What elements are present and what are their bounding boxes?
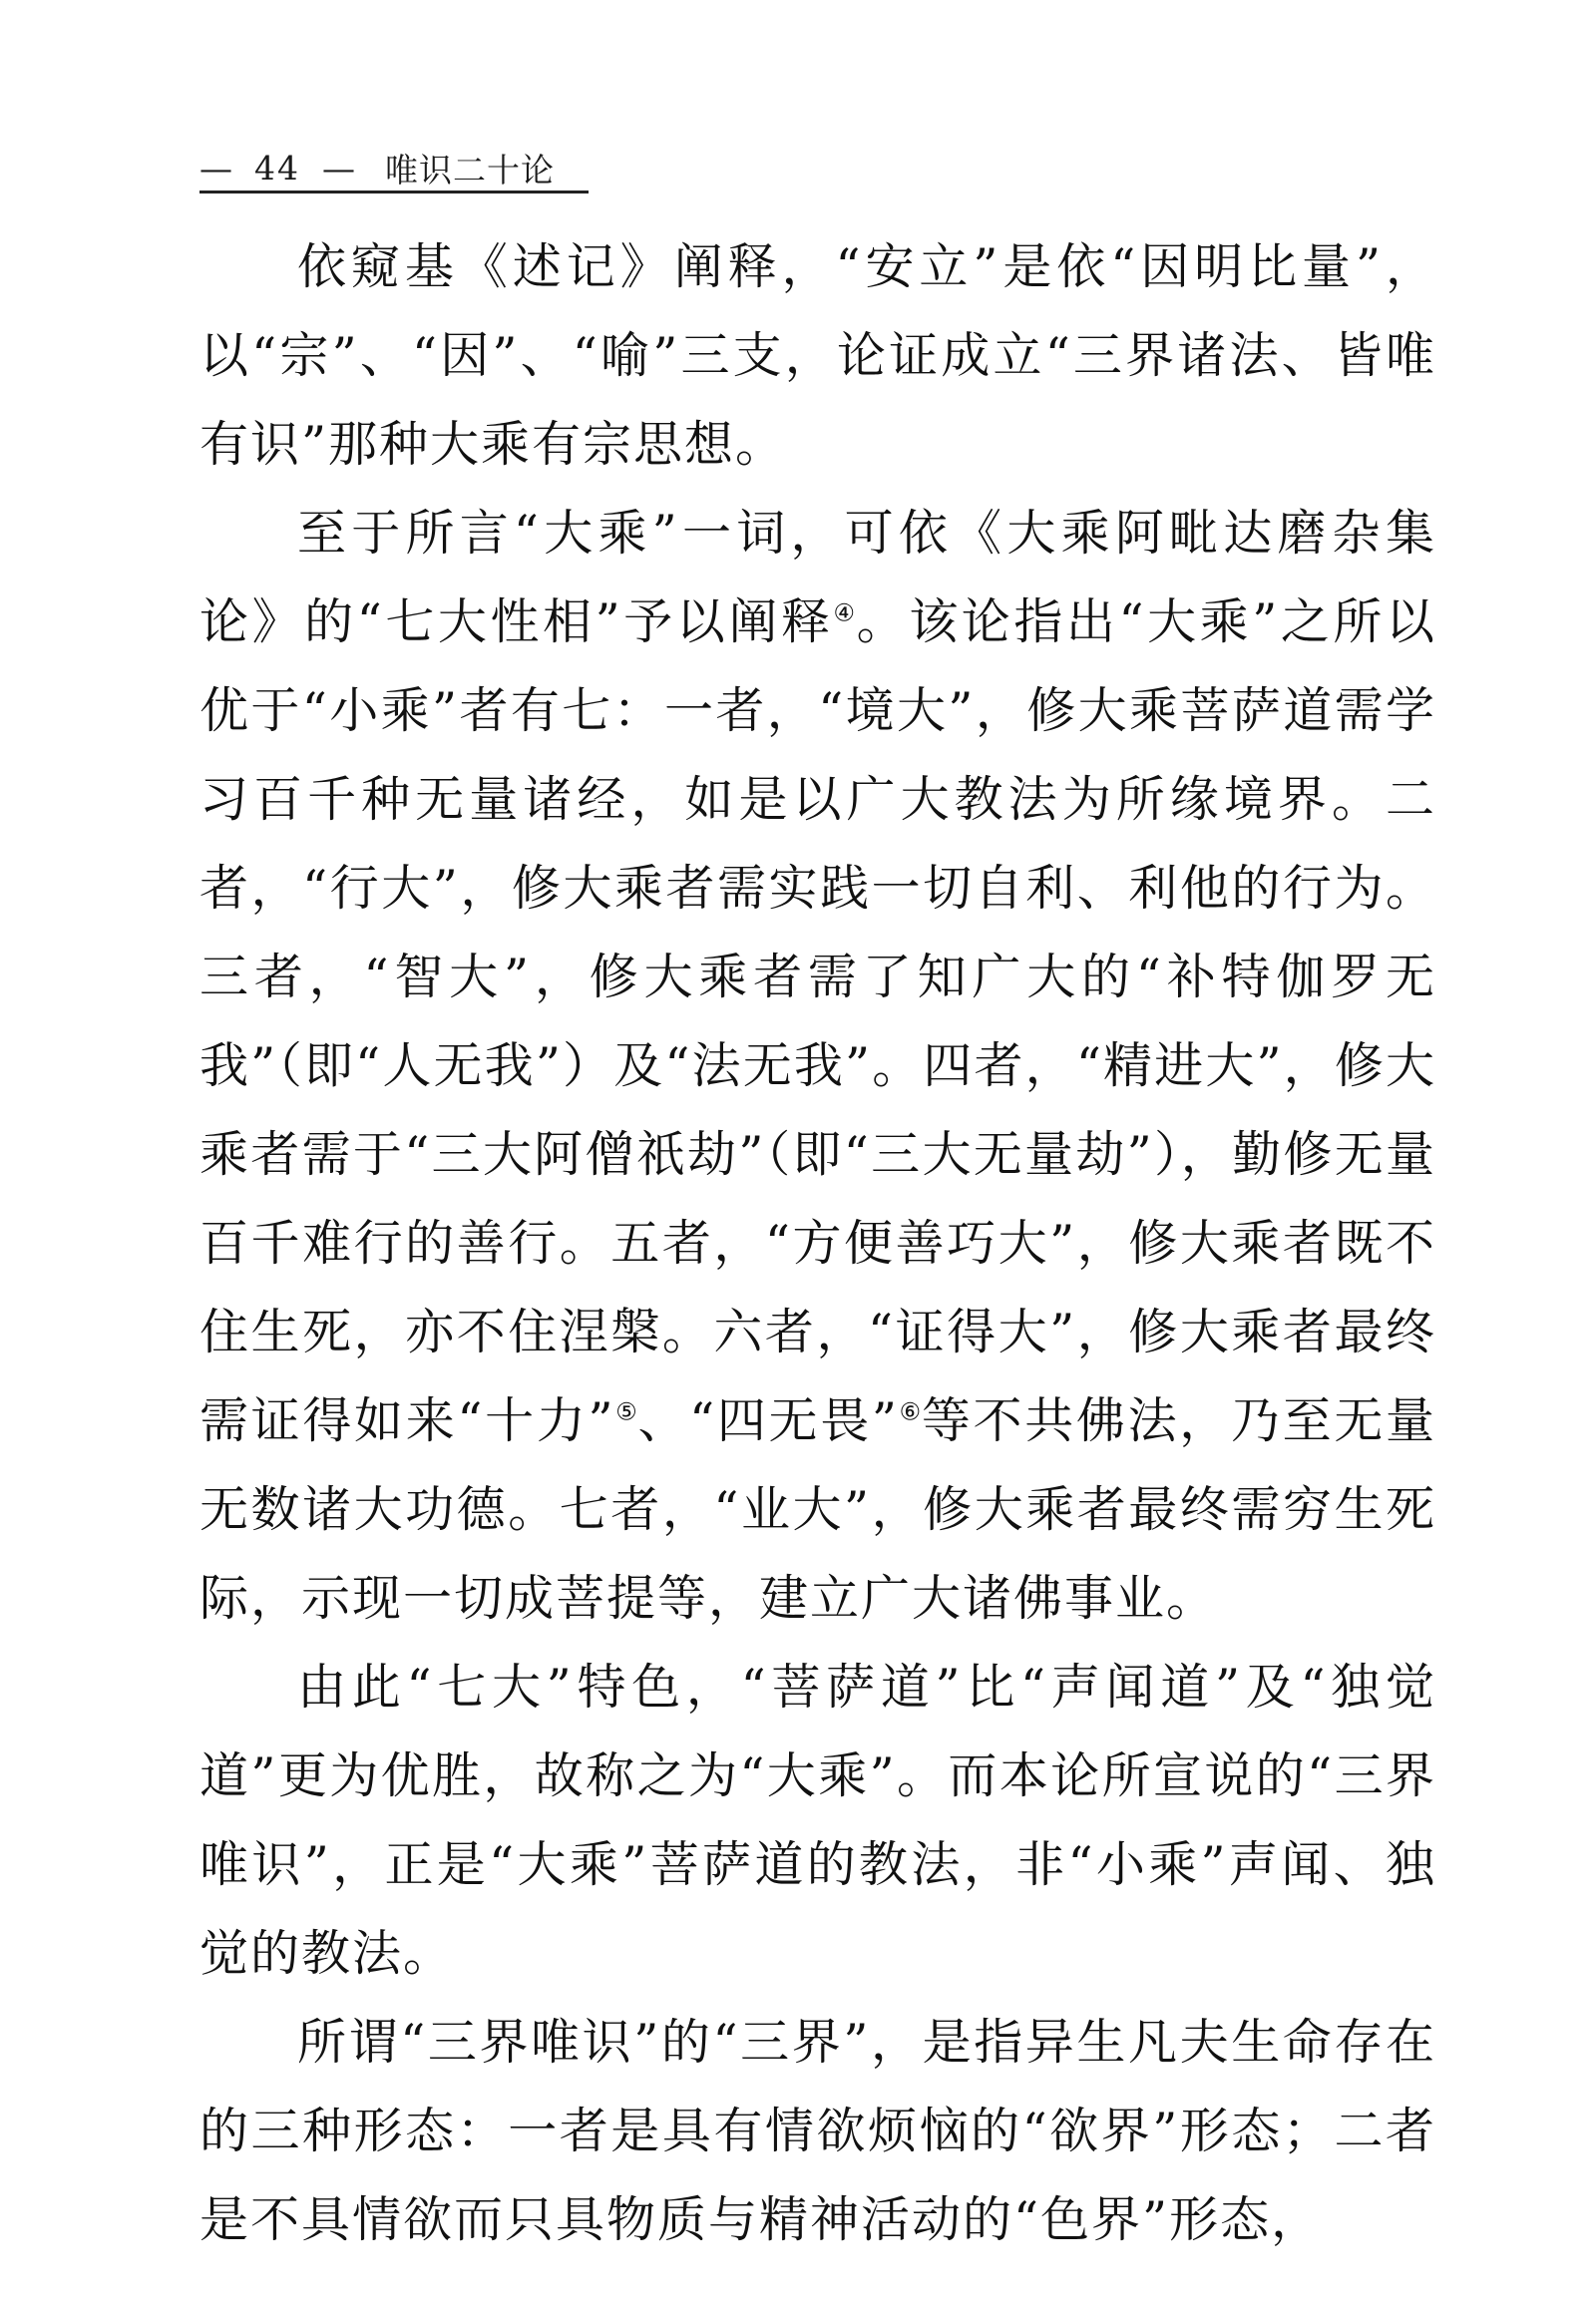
book-title: 唯识二十论 (385, 150, 555, 190)
footnote-marker-5: ⑤ (614, 1397, 638, 1426)
running-header (200, 145, 589, 193)
header-dash-right: — (322, 148, 355, 188)
paragraph-3: 由此“七大”特色，“菩萨道”比“声闻道”及“独觉道”更为优胜，故称之为“大乘”。而本论所宣说的“三界唯识”，正是“大乘”菩萨道的教法，非“小乘”声闻、独觉的教法。 (200, 1659, 1436, 1982)
page-number: 44 (254, 148, 300, 188)
paragraph-4: 所谓“三界唯识”的“三界”，是指异生凡夫生命存在的三种形态：一者是具有情欲烦恼的“欲界”形态；二者是不具情欲而只具物质与精神活动的“色界”形态， (200, 2014, 1436, 2248)
body-text (200, 222, 1436, 2264)
paragraph-1: 依窥基《述记》阐释，“安立”是依“因明比量”，以“宗”、“因”、“喻”三支，论证成立“三界诸法、皆唯有识”那种大乘有宗思想。 (200, 238, 1436, 473)
paragraph-2-part-3: 、“四无畏” (637, 1392, 899, 1449)
footnote-marker-6: ⑥ (898, 1397, 922, 1426)
footnote-marker-4: ④ (833, 598, 857, 627)
paragraph-2-part-2: 。该论指出“大乘”之所以优于“小乘”者有七：一者，“境大”，修大乘菩萨道需学习百千种无量诸经，如是以广大教法为所缘境界。二者，“行大”，修大乘者需实践一切自利、利他的行为。三者，“智大”，修大乘者需了知广大的“补特伽罗无我”（即“人无我”）及“法无我”。四者，“精进大”，修大乘者需于“三大阿僧祇劫”（即“三大无量劫”），勤修无量百千难行的善行。五者，“方便善巧大”，修大乘者既不住生死，亦不住涅槃。六者，“证得大”，修大乘者最终需证得如来“十力” (200, 593, 1437, 1449)
paragraph-2 (200, 489, 1436, 1643)
paragraph-2-part-1: 至于所言“大乘”一词，可依《大乘阿毗达磨杂集论》的“七大性相”予以阐释 (200, 505, 1436, 650)
header-dash-left: — (200, 148, 232, 188)
paragraph-2-part-4: 等不共佛法，乃至无量无数诸大功德。七者，“业大”，修大乘者最终需穷生死际，示现一切成菩提等，建立广大诸佛事业。 (200, 1392, 1436, 1627)
